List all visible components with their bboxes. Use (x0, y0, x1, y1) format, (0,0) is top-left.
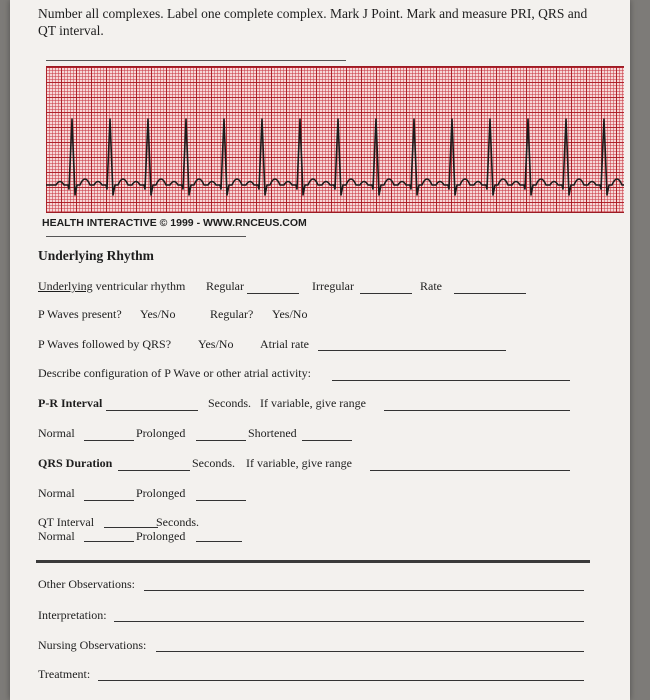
p-waves-regular-yesno: Yes/No (272, 307, 308, 321)
qrs-seconds-label: Seconds. (192, 456, 235, 470)
qrs-normal-blank[interactable] (84, 500, 134, 501)
qt-seconds-label: Seconds. (156, 515, 199, 529)
qt-interval-blank[interactable] (104, 527, 158, 528)
pr-shortened-blank[interactable] (302, 440, 352, 441)
other-observations-label: Other Observations: (38, 577, 135, 591)
section-heading: Underlying Rhythm (38, 248, 154, 263)
p-wave-configuration-label: Describe configuration of P Wave or other atrial activity: (38, 366, 311, 380)
strip-credit: HEALTH INTERACTIVE © 1999 - WWW.RNCEUS.COM (42, 217, 307, 229)
ecg-rhythm-strip (46, 66, 624, 213)
p-waves-regular-label: Regular? (210, 307, 254, 321)
p-wave-configuration-blank[interactable] (332, 380, 570, 381)
qrs-duration-label: QRS Duration (38, 456, 113, 470)
qrs-prolonged-blank[interactable] (196, 500, 246, 501)
qt-prolonged-blank[interactable] (196, 541, 242, 542)
pr-normal-blank[interactable] (84, 440, 134, 441)
qrs-prolonged-label: Prolonged (136, 486, 186, 500)
interpretation-blank[interactable] (114, 621, 584, 622)
divider-line (46, 60, 346, 61)
irregular-blank[interactable] (360, 293, 412, 294)
qt-normal-blank[interactable] (84, 541, 134, 542)
ventricular-rhythm-label: Underlying ventricular rhythm (38, 279, 186, 293)
treatment-blank[interactable] (98, 680, 584, 681)
p-followed-by-qrs-yesno: Yes/No (198, 337, 234, 351)
p-waves-present-yesno: Yes/No (140, 307, 176, 321)
rate-blank[interactable] (454, 293, 526, 294)
pr-interval-label: P-R Interval (38, 396, 103, 410)
pr-seconds-label: Seconds. (208, 396, 251, 410)
instructions-text: Number all complexes. Label one complete complex. Mark J Point. Mark and measure PRI, QRS and QT interval. (38, 6, 588, 38)
rate-label: Rate (420, 279, 442, 293)
qt-prolonged-label: Prolonged (136, 529, 186, 543)
pr-prolonged-label: Prolonged (136, 426, 186, 440)
qrs-normal-label: Normal (38, 486, 75, 500)
irregular-label: Irregular (312, 279, 354, 293)
pr-normal-label: Normal (38, 426, 75, 440)
regular-label: Regular (206, 279, 244, 293)
pr-interval-blank[interactable] (106, 410, 198, 411)
pr-variable-label: If variable, give range (260, 396, 366, 410)
treatment-label: Treatment: (38, 667, 91, 681)
qt-interval-label: QT Interval (38, 515, 95, 529)
pr-shortened-label: Shortened (248, 426, 297, 440)
divider-line (46, 236, 246, 237)
nursing-observations-blank[interactable] (156, 651, 584, 652)
pr-prolonged-blank[interactable] (196, 440, 246, 441)
pr-range-blank[interactable] (384, 410, 570, 411)
qrs-variable-label: If variable, give range (246, 456, 352, 470)
atrial-rate-blank[interactable] (318, 350, 506, 351)
p-followed-by-qrs-label: P Waves followed by QRS? (38, 337, 172, 351)
nursing-observations-label: Nursing Observations: (38, 638, 147, 652)
qrs-range-blank[interactable] (370, 470, 570, 471)
qrs-duration-blank[interactable] (118, 470, 190, 471)
ecg-waveform (46, 67, 624, 212)
p-waves-present-label: P Waves present? (38, 307, 122, 321)
other-observations-blank[interactable] (144, 590, 584, 591)
interpretation-label: Interpretation: (38, 608, 107, 622)
qt-normal-label: Normal (38, 529, 75, 543)
section-separator (36, 560, 590, 563)
worksheet-page (10, 0, 630, 700)
regular-blank[interactable] (247, 293, 299, 294)
atrial-rate-label: Atrial rate (260, 337, 309, 351)
